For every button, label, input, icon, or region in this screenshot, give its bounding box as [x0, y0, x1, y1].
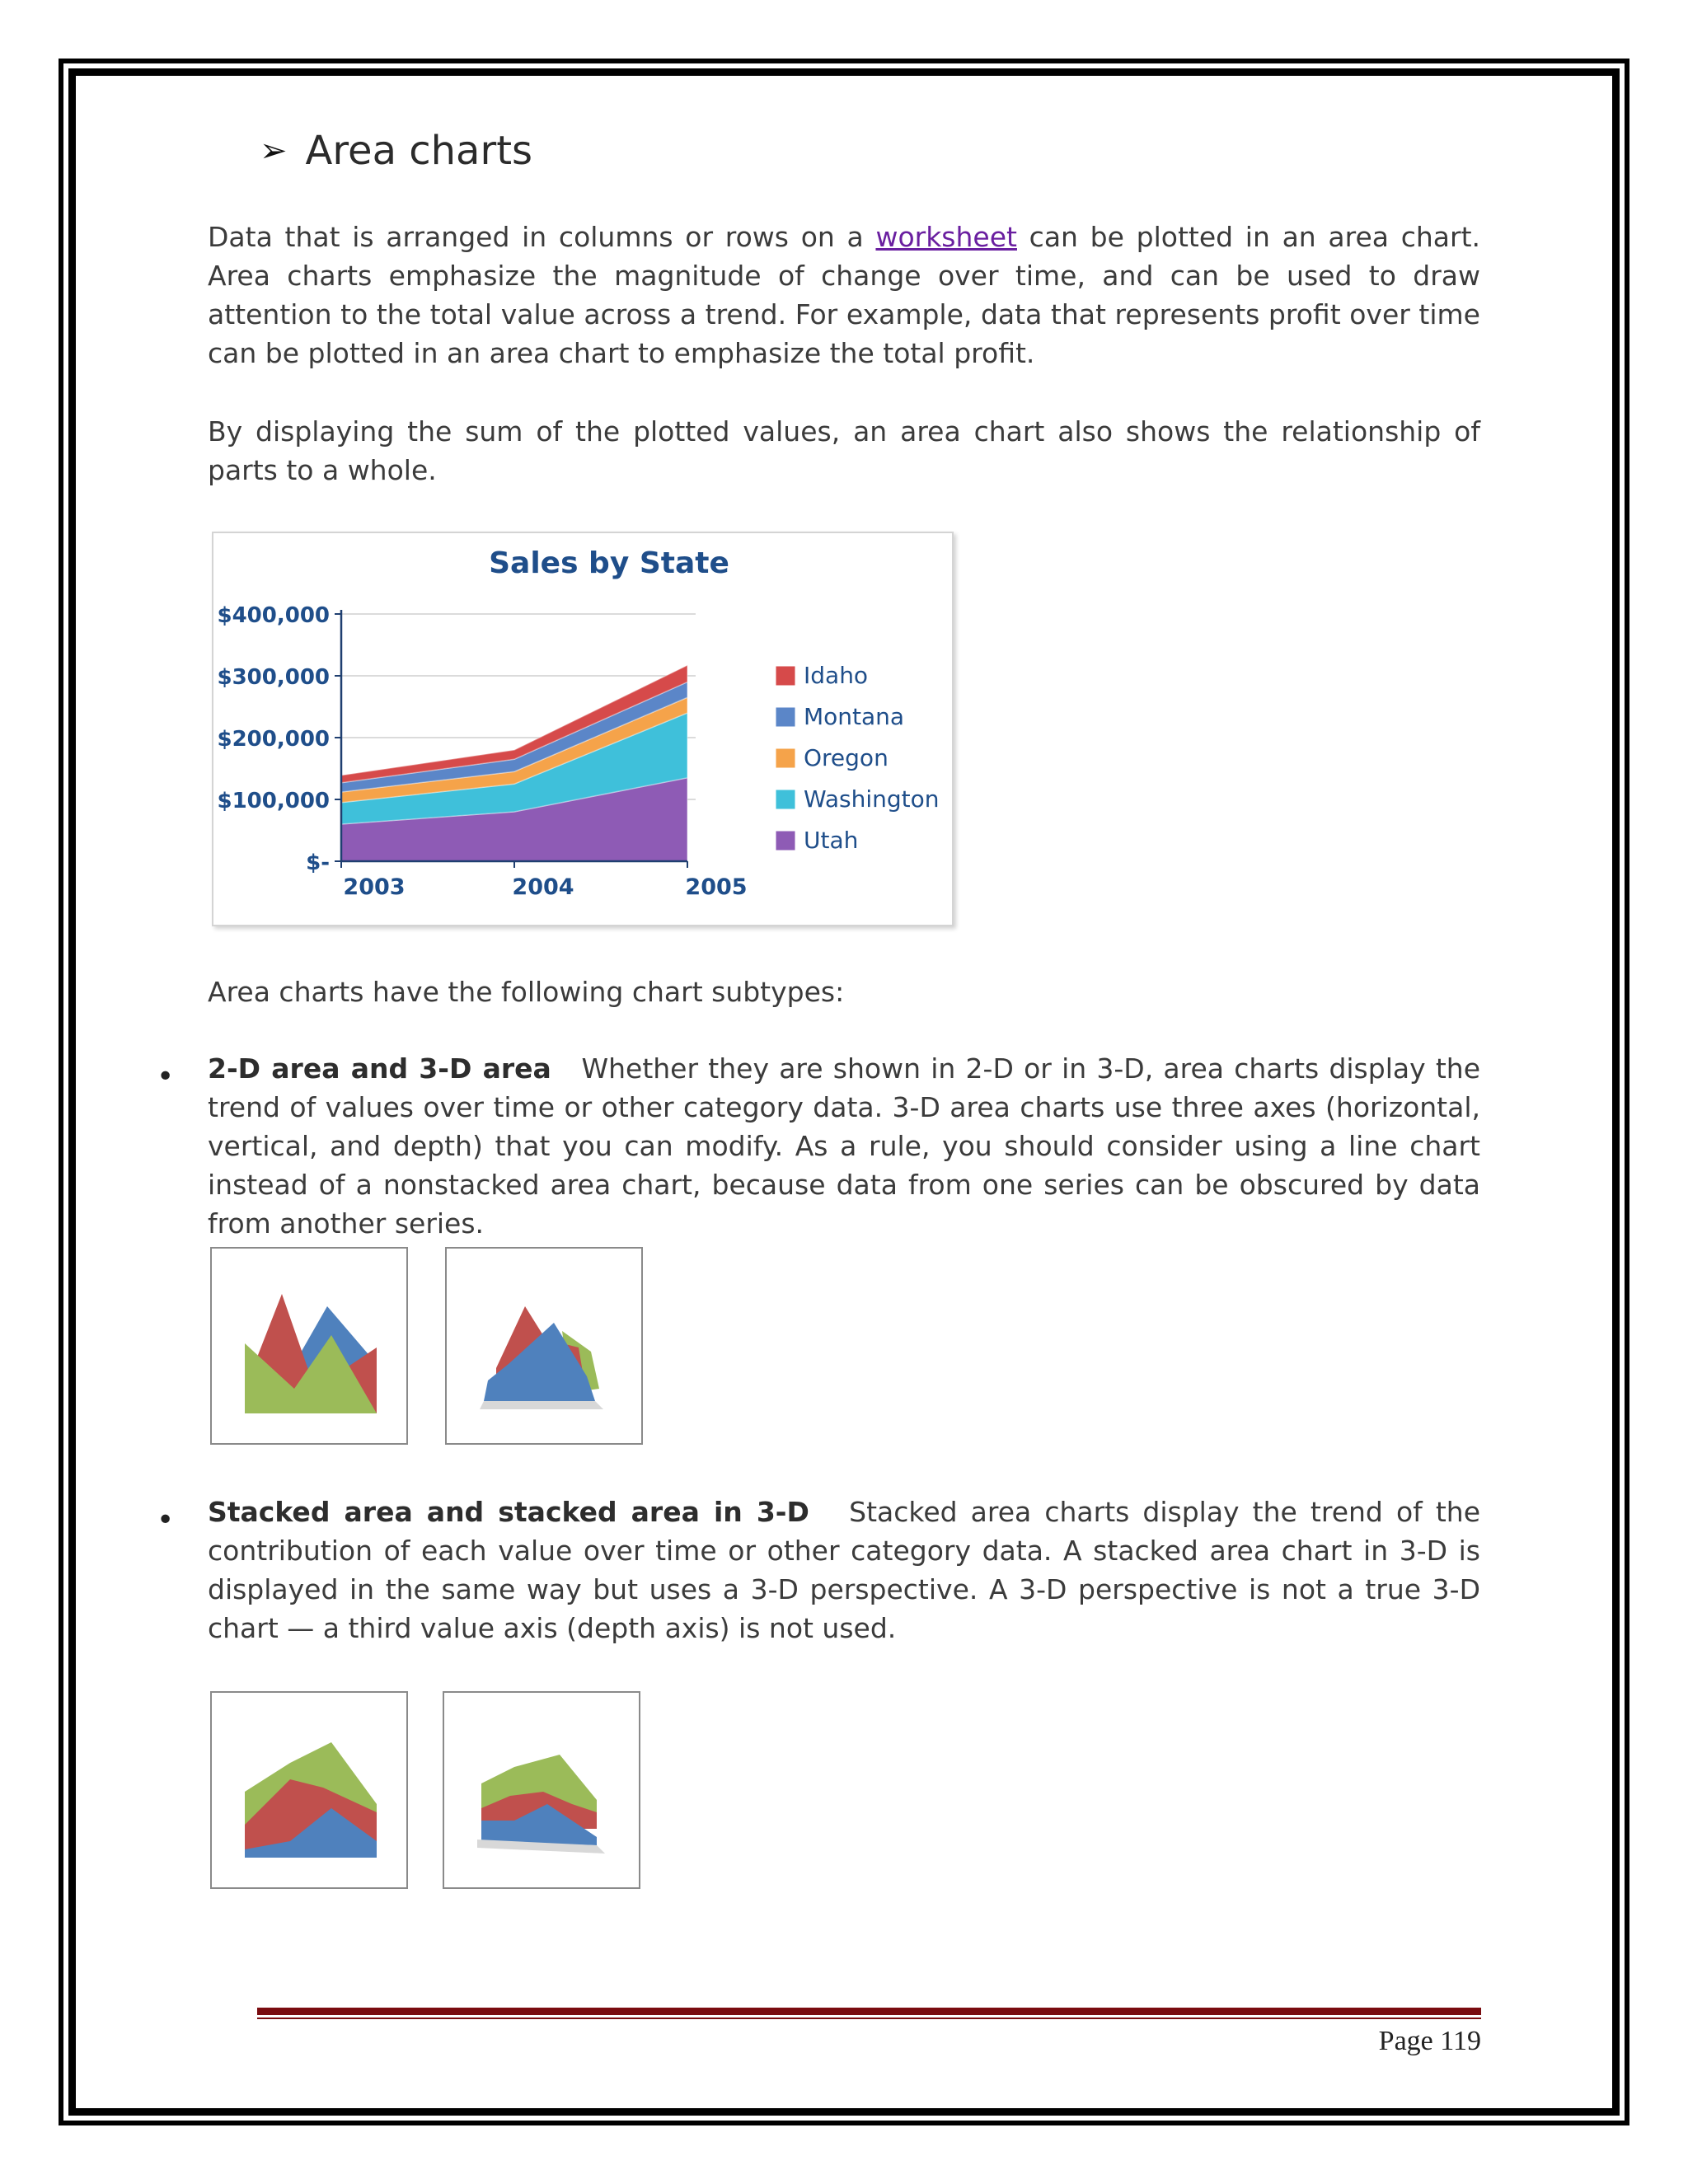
- footer-rule-thin: [257, 2018, 1481, 2019]
- bullet-2d-3d-area: [208, 1049, 1489, 1243]
- x-tick-label: 2005: [685, 874, 748, 900]
- thumbnail-stacked-area: [210, 1691, 408, 1889]
- bullet-title: 2-D area and 3-D area: [208, 1052, 551, 1085]
- legend-swatch: [776, 748, 795, 768]
- x-tick-label: 2004: [512, 874, 574, 900]
- area-2d-icon: [212, 1249, 410, 1446]
- legend-label: Montana: [804, 703, 905, 730]
- subtypes-intro: Area charts have the following chart subtypes:: [208, 976, 845, 1008]
- y-tick-label: $100,000: [217, 789, 330, 813]
- y-tick-label: $400,000: [217, 603, 330, 628]
- heading-text: Area charts: [305, 128, 533, 174]
- legend-swatch: [776, 831, 795, 851]
- x-tick-label: 2003: [343, 874, 406, 900]
- bullet-stacked-area: [208, 1493, 1489, 1647]
- chart-title: Sales by State: [489, 546, 729, 580]
- stacked-area-icon: [212, 1693, 410, 1891]
- thumbnail-stacked-area-3d: [443, 1691, 640, 1889]
- chart-canvas: [213, 533, 952, 925]
- page-number: Page 119: [1378, 2026, 1481, 2056]
- intro-text-2: can be plotted in an area chart. Area charts emphasize the magnitude of change over time, and can be used to draw attention to the total value across a trend. For example, data that represents profit over time can be plotted in an area chart to emphasize the total profit.: [208, 221, 1480, 369]
- intro-paragraph: [208, 218, 1480, 373]
- bullet-title: Stacked area and stacked area in 3-D: [208, 1496, 809, 1528]
- legend-label: Idaho: [804, 662, 869, 689]
- stacked-area-3d-icon: [444, 1693, 642, 1891]
- section-heading: [260, 128, 532, 174]
- sales-by-state-chart: [212, 532, 954, 926]
- legend-label: Oregon: [804, 744, 889, 771]
- y-tick-label: $200,000: [217, 727, 330, 752]
- legend-label: Utah: [804, 827, 859, 854]
- thumbnail-3d-area: [445, 1247, 643, 1445]
- area-3d-icon: [447, 1249, 645, 1446]
- bullet-body: Whether they are shown in 2-D or in 3-D, area charts display the trend of values over time or other category data. 3-D area charts use three axes (horizontal, vertical, and depth) that you can modify. As a rule, you should consider using a line chart instead of a nonstacked area chart, because data from one series can be obscured by data from another series.: [208, 1052, 1489, 1240]
- bullet-icon: •: [157, 1503, 175, 1537]
- y-tick-label: $-: [306, 851, 330, 875]
- intro-paragraph-2: By displaying the sum of the plotted values, an area chart also shows the relationship of parts to a whole.: [208, 415, 1480, 486]
- bullet-body: Stacked area charts display the trend of the contribution of each value over time or other category data. A stacked area chart in 3-D is displayed in the same way but uses a 3-D perspective. A 3-D perspective is not a true 3-D chart — a third value axis (depth axis) is not used.: [208, 1496, 1489, 1644]
- legend-swatch: [776, 790, 795, 809]
- footer-rule: [257, 2008, 1481, 2015]
- legend-swatch: [776, 666, 795, 686]
- bullet-icon: •: [157, 1060, 175, 1094]
- y-tick-label: $300,000: [217, 665, 330, 690]
- intro-text-1: Data that is arranged in columns or rows on a: [208, 221, 876, 253]
- worksheet-link[interactable]: worksheet: [875, 221, 1017, 253]
- legend-label: Washington: [804, 785, 940, 813]
- thumbnail-2d-area: [210, 1247, 408, 1445]
- arrow-bullet-icon: ➢: [260, 132, 288, 170]
- legend-swatch: [776, 707, 795, 727]
